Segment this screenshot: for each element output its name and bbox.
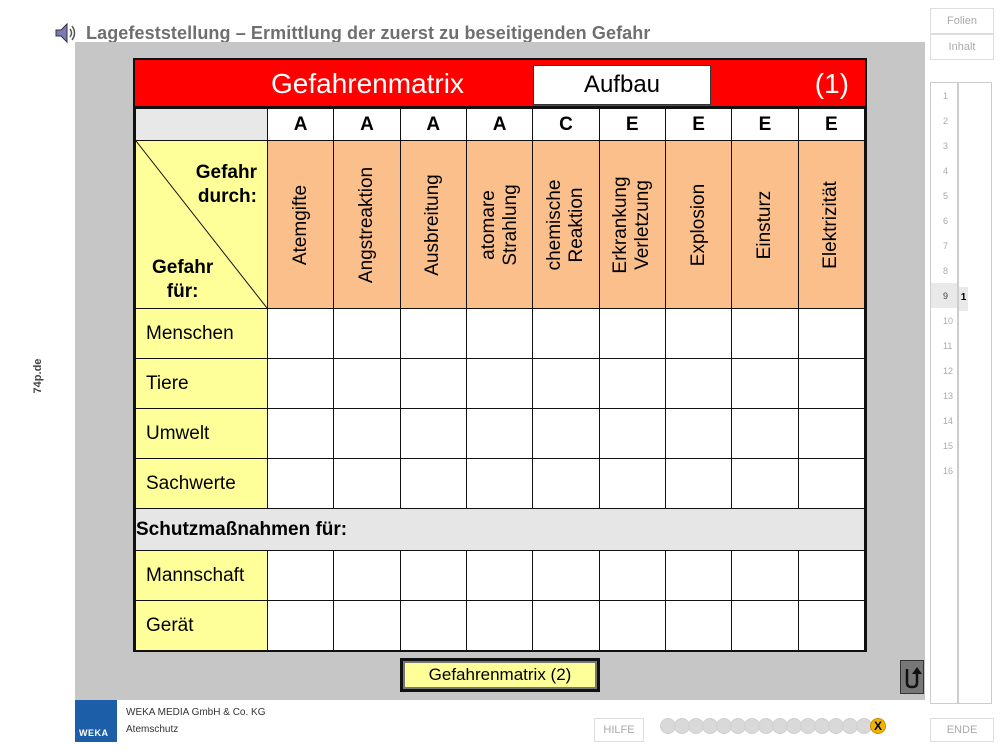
- matrix-cell[interactable]: [267, 409, 333, 459]
- category-cell: [267, 141, 333, 309]
- corner-cell: [136, 141, 268, 309]
- table-row: [136, 409, 865, 459]
- letter-cell: E: [665, 109, 731, 141]
- category-cell: [466, 141, 532, 309]
- slide-item[interactable]: 4: [943, 166, 949, 176]
- category-cell: [665, 141, 731, 309]
- matrix-cell[interactable]: [533, 359, 599, 409]
- letter-cell: C: [533, 109, 599, 141]
- matrix-cell[interactable]: [267, 459, 333, 509]
- row-label: Umwelt: [136, 409, 268, 459]
- slide-item[interactable]: 2: [943, 116, 949, 126]
- category-label: [478, 145, 522, 305]
- progress-dots: [660, 718, 884, 734]
- matrix-cell[interactable]: [466, 459, 532, 509]
- category-line1: Elektrizität: [820, 180, 842, 269]
- matrix-cell[interactable]: [732, 551, 798, 601]
- section-row: [136, 509, 865, 551]
- matrix-cell[interactable]: [665, 309, 731, 359]
- matrix-title: Gefahrenmatrix: [271, 68, 464, 99]
- matrix-cell[interactable]: [400, 551, 466, 601]
- matrix-cell[interactable]: [533, 601, 599, 651]
- category-cell: [798, 141, 864, 309]
- page-title: Lagefeststellung – Ermittlung der zuerst zu beseitigenden Gefahr: [86, 22, 651, 43]
- matrix-header: [135, 60, 865, 108]
- category-line1: Atemgifte: [289, 184, 311, 265]
- footer-product: Atemschutz: [126, 724, 179, 735]
- category-label: [688, 145, 710, 305]
- row-label: Tiere: [136, 359, 268, 409]
- slide-item[interactable]: 3: [943, 141, 949, 151]
- category-cell: [400, 141, 466, 309]
- letter-cell: E: [798, 109, 864, 141]
- letter-cell: A: [267, 109, 333, 141]
- matrix-cell[interactable]: [400, 459, 466, 509]
- matrix-cell[interactable]: [334, 409, 400, 459]
- matrix-cell[interactable]: [466, 601, 532, 651]
- matrix-cell[interactable]: [267, 359, 333, 409]
- slide-item[interactable]: 12: [943, 366, 954, 376]
- matrix-cell[interactable]: [533, 551, 599, 601]
- side-label: [28, 356, 48, 400]
- weka-logo: [75, 700, 117, 742]
- section-label: Schutzmaßnahmen für:: [136, 509, 865, 551]
- table-row: [136, 551, 865, 601]
- back-button[interactable]: [900, 660, 924, 694]
- gefahrenmatrix-2-button[interactable]: [400, 658, 600, 692]
- corner-top-cell: [136, 109, 268, 141]
- letter-cell: E: [732, 109, 798, 141]
- category-line2: Reaktion: [565, 187, 587, 262]
- matrix-cell[interactable]: [599, 309, 665, 359]
- matrix-cell[interactable]: [400, 409, 466, 459]
- matrix-cell[interactable]: [665, 551, 731, 601]
- matrix-cell[interactable]: [599, 359, 665, 409]
- table-row: [136, 309, 865, 359]
- letter-cell: A: [466, 109, 532, 141]
- slide-item[interactable]: 9: [931, 283, 957, 308]
- matrix-cell[interactable]: [732, 459, 798, 509]
- matrix-cell[interactable]: [665, 459, 731, 509]
- corner-durch-line1: Gefahr: [195, 162, 257, 183]
- row-label: Menschen: [136, 309, 268, 359]
- corner-gefahr-fuer: [152, 256, 213, 304]
- category-cell: [334, 141, 400, 309]
- slide-item[interactable]: 15: [943, 441, 954, 451]
- category-line1: Ausbreitung: [422, 173, 444, 276]
- matrix-cell[interactable]: [466, 409, 532, 459]
- gefahrenmatrix: [133, 58, 867, 652]
- matrix-cell[interactable]: [334, 309, 400, 359]
- category-label: [290, 145, 312, 305]
- row-label: Gerät: [136, 601, 268, 651]
- inhalt-button[interactable]: Inhalt: [930, 34, 994, 60]
- corner-fuer-line1: Gefahr: [152, 257, 214, 278]
- corner-fuer-line2: für:: [166, 281, 199, 302]
- return-arrow-icon: [901, 661, 923, 693]
- category-label: [820, 145, 842, 305]
- table-row: [136, 359, 865, 409]
- matrix-cell[interactable]: [466, 309, 532, 359]
- subslide-list: [958, 82, 992, 704]
- row-label: Sachwerte: [136, 459, 268, 509]
- letter-cell: A: [400, 109, 466, 141]
- slide-item[interactable]: 10: [943, 316, 954, 326]
- matrix-cell[interactable]: [466, 551, 532, 601]
- category-line2: Verletzung: [632, 179, 654, 270]
- category-cell: [533, 141, 599, 309]
- matrix-cell[interactable]: [798, 601, 864, 651]
- gefahrenmatrix-2-button-label: Gefahrenmatrix (2): [403, 661, 597, 689]
- matrix-cell[interactable]: [400, 601, 466, 651]
- matrix-cell[interactable]: [665, 409, 731, 459]
- row-label: Mannschaft: [136, 551, 268, 601]
- category-line1: Angstreaktion: [355, 166, 377, 283]
- matrix-cell[interactable]: [334, 551, 400, 601]
- slide-item[interactable]: 16: [943, 466, 954, 476]
- matrix-cell[interactable]: [665, 359, 731, 409]
- subslide-item-active[interactable]: 1: [959, 287, 968, 311]
- matrix-cell[interactable]: [599, 551, 665, 601]
- weka-logo-text: WEKA: [79, 728, 109, 738]
- category-cell: [599, 141, 665, 309]
- slide-item[interactable]: 6: [943, 216, 949, 226]
- letter-cell: E: [599, 109, 665, 141]
- category-line1: Explosion: [687, 183, 709, 266]
- ende-button[interactable]: ENDE: [930, 718, 994, 742]
- category-row: [136, 141, 865, 309]
- folien-button[interactable]: Folien: [930, 8, 994, 34]
- matrix-number: (1): [814, 68, 849, 99]
- table-row: [136, 601, 865, 651]
- matrix-cell[interactable]: [599, 409, 665, 459]
- matrix-cell[interactable]: [466, 359, 532, 409]
- matrix-cell[interactable]: [334, 601, 400, 651]
- slide-item[interactable]: 5: [943, 191, 949, 201]
- slide-item[interactable]: 7: [943, 241, 949, 251]
- matrix-cell[interactable]: [732, 409, 798, 459]
- matrix-cell[interactable]: [400, 309, 466, 359]
- category-label: [754, 145, 776, 305]
- matrix-cell[interactable]: [267, 551, 333, 601]
- letter-cell: A: [334, 109, 400, 141]
- hilfe-button[interactable]: HILFE: [594, 718, 644, 742]
- matrix-table: [135, 108, 865, 651]
- slide-item[interactable]: 1: [943, 91, 949, 101]
- matrix-cell[interactable]: [798, 551, 864, 601]
- slide-item[interactable]: 11: [943, 341, 953, 351]
- matrix-cell[interactable]: [334, 459, 400, 509]
- category-line1: Einsturz: [753, 190, 775, 259]
- matrix-cell[interactable]: [267, 601, 333, 651]
- category-label: [422, 145, 444, 305]
- matrix-cell[interactable]: [732, 359, 798, 409]
- category-cell: [732, 141, 798, 309]
- category-line1: chemische: [543, 179, 565, 270]
- matrix-cell[interactable]: [400, 359, 466, 409]
- matrix-cell[interactable]: [533, 309, 599, 359]
- slide-item[interactable]: 8: [943, 266, 949, 276]
- matrix-cell[interactable]: [334, 359, 400, 409]
- slide-list: [930, 82, 958, 704]
- footer-company: WEKA MEDIA GmbH & Co. KG: [126, 707, 266, 718]
- matrix-cell[interactable]: [798, 409, 864, 459]
- slide-item[interactable]: 13: [943, 391, 954, 401]
- matrix-cell[interactable]: [599, 459, 665, 509]
- matrix-cell[interactable]: [798, 309, 864, 359]
- matrix-cell[interactable]: [533, 409, 599, 459]
- letter-row: [136, 109, 865, 141]
- table-row: [136, 459, 865, 509]
- category-line1: atomare: [477, 189, 499, 260]
- corner-gefahr-durch: [196, 161, 257, 209]
- category-line2: Strahlung: [499, 183, 521, 266]
- matrix-cell[interactable]: [732, 309, 798, 359]
- matrix-mode-label: Aufbau: [533, 65, 711, 105]
- matrix-cell[interactable]: [599, 601, 665, 651]
- matrix-cell[interactable]: [665, 601, 731, 651]
- slide-item[interactable]: 14: [943, 416, 954, 426]
- matrix-cell[interactable]: [732, 601, 798, 651]
- category-line1: Erkrankung: [610, 175, 632, 274]
- matrix-cell[interactable]: [533, 459, 599, 509]
- matrix-cell[interactable]: [267, 309, 333, 359]
- category-label: [610, 145, 654, 305]
- close-icon[interactable]: X: [870, 718, 886, 734]
- side-label-text: 74p.de: [32, 358, 44, 394]
- corner-durch-line2: durch:: [197, 186, 257, 207]
- category-label: [544, 145, 588, 305]
- matrix-cell[interactable]: [798, 359, 864, 409]
- matrix-cell[interactable]: [798, 459, 864, 509]
- category-label: [356, 145, 378, 305]
